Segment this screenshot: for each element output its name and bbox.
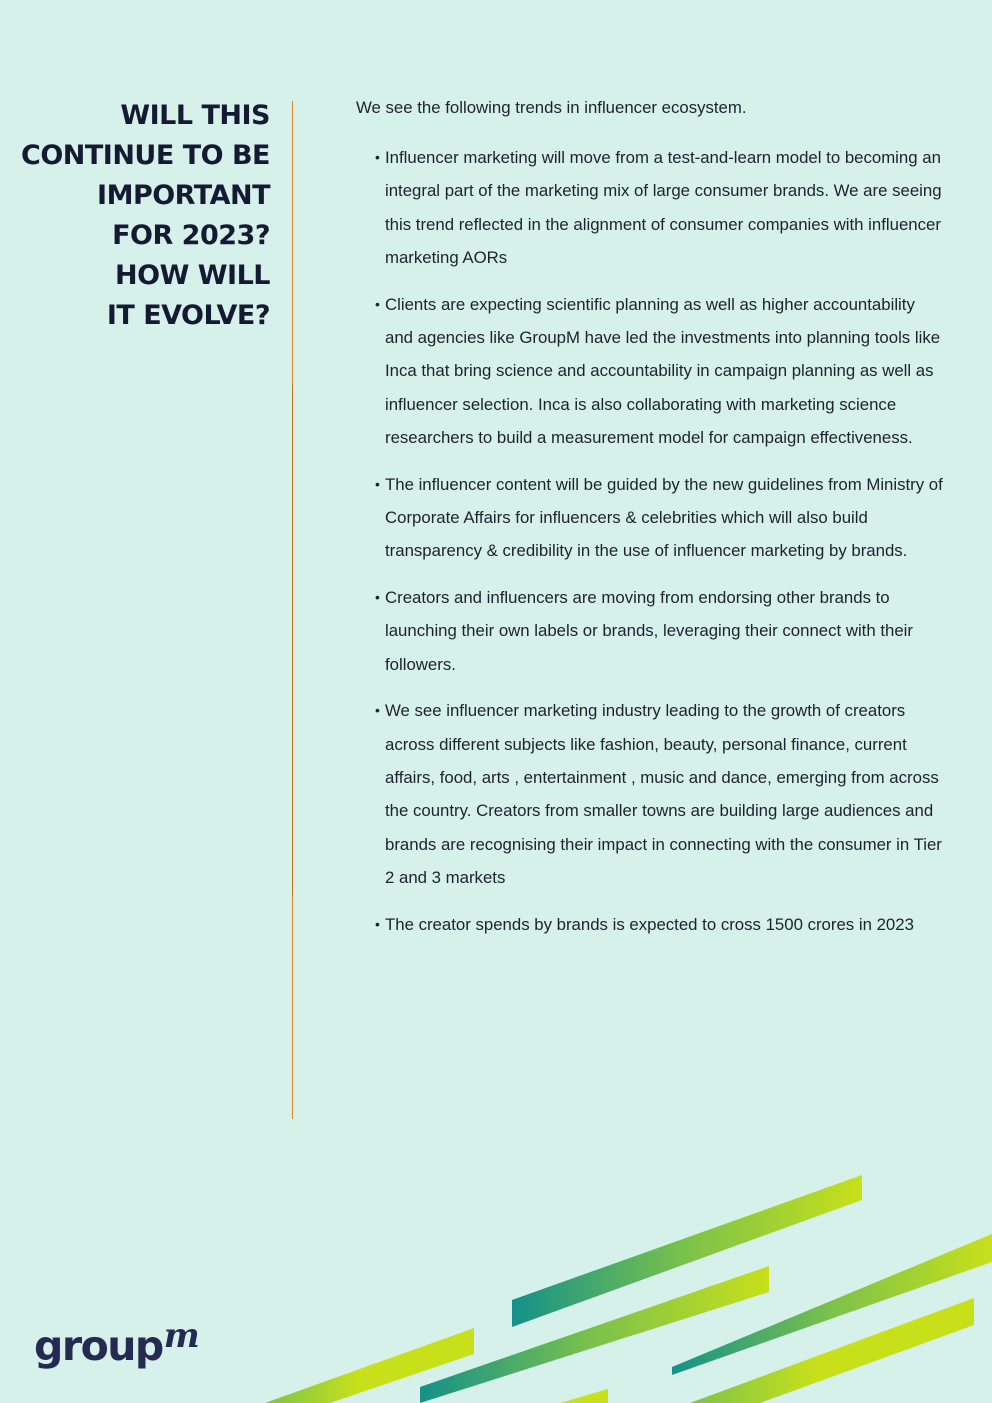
body-text [356,94,946,954]
heading-line: HOW WILL [115,260,270,291]
logo-accent: m [163,1316,199,1356]
list-item: • The creator spends by brands is expected to cross 1500 crores in 2023 [385,908,946,941]
heading-line: WILL THIS [120,100,270,131]
list-item: • The influencer content will be guided by the new guidelines from Ministry of Corporate Affairs for influencers & celebrities which will also build transparency & credibility in the use of influencer marketing by brands. [385,468,946,568]
stripe [560,1389,608,1403]
list-item: • Creators and influencers are moving from endorsing other brands to launching their own labels or brands, leveraging their connect with their followers. [385,581,946,681]
vertical-divider [292,101,293,1119]
heading-line: CONTINUE TO BE [21,140,270,171]
groupm-logo [34,1316,199,1370]
list-item: • We see influencer marketing industry leading to the growth of creators across different subjects like fashion, beauty, personal finance, current affairs, food, arts , entertainment , music and dance, emerging from across the country. Creators from smaller towns are building large audiences and brands are recognising their impact in connecting with the consumer in Tier 2 and 3 markets [385,694,946,894]
logo-text: group [34,1322,163,1370]
heading-line: IT EVOLVE? [106,300,270,331]
heading-line: IMPORTANT [97,180,270,211]
page-heading [0,96,270,336]
heading-line: FOR 2023? [112,220,270,251]
list-item: • Influencer marketing will move from a test-and-learn model to becoming an integral part of the marketing mix of large consumer brands. We are seeing this trend reflected in the alignment of consumer companies with influencer marketing AORs [385,141,946,275]
trend-list [356,141,946,941]
list-item: • Clients are expecting scientific planning as well as higher accountability and agencies like GroupM have led the investments into planning tools like Inca that bring science and accountability in campaign planning as well as influencer selection. Inca is also collaborating with marketing science researchers to build a measurement model for campaign effectiveness. [385,288,946,455]
intro-paragraph: We see the following trends in influencer ecosystem. [356,98,747,117]
